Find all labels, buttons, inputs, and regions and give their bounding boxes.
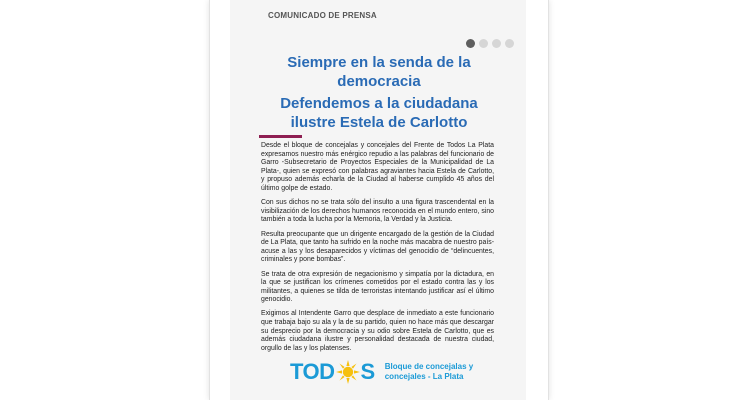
- body-paragraph: Se trata de otra expresión de negacionismo y simpatía por la dictadura, en la que se justifican los crímenes cometidos por el estado contra las y los militantes, a quienes se tilda de terroristas intentando justificar así el último genocidio.: [261, 270, 494, 304]
- todos-footer: [290, 360, 485, 384]
- body-paragraph: Resulta preocupante que un dirigente encargado de la gestión de la Ciudad de La Plata, que tanto ha sufrido en la noche más macabra de nuestro país- acuse a las y los desaparecidos y víctimas del genocidio de “delincuentes, criminales y pone bombas”.: [261, 230, 494, 264]
- body-paragraph: Desde el bloque de concejalas y concejales del Frente de Todos La Plata expresamos nuestro más enérgico repudio a las palabras del funcionario de Garro -Subsecretario de Proyectos Especiales de la Municipalidad de La Plata-, quien se expresó con palabras agraviantes hacia Estela de Carlotto, y propuso además echarla de la Ciudad al haberse cumplido 45 años del último golpe de estado.: [261, 142, 494, 192]
- press-release-label: COMUNICADO DE PRENSA: [268, 11, 377, 20]
- bloque-caption: [385, 362, 485, 382]
- carousel-dot-1[interactable]: [466, 39, 475, 48]
- carousel-dot-3[interactable]: [492, 39, 501, 48]
- headline-secondary: Defendemos a la ciudadana ilustre Estela de Carlotto: [280, 95, 478, 131]
- bloque-line-1: Bloque de concejalas y: [384, 362, 474, 371]
- body-paragraph: Exigimos al Intendente Garro que desplace de inmediato a este funcionario que trabaja bajo su ala y la de su partido, quien no hace más que descargar su desprecio por la democracia y su odio sobre Estela de Carlotto, que es además ciudadana ilustre y personalidad destacada de nuestra ciudad, orgullo de las y los platenses.: [261, 310, 494, 352]
- bloque-line-2: concejales - La Plata: [384, 372, 464, 381]
- carousel-indicators: [466, 39, 514, 48]
- press-release-body: [261, 142, 494, 359]
- accent-rule: [259, 135, 302, 138]
- sun-icon: [336, 360, 360, 384]
- body-paragraph: Con sus dichos no se trata sólo del insulto a una figura trascendental en la visibilización de los derechos humanos reconocida en el mundo entero, sino también a toda la lucha por la Memoria, la Verdad y la Justicia.: [261, 199, 494, 224]
- todos-logo: [290, 360, 375, 384]
- carousel-dot-2[interactable]: [479, 39, 488, 48]
- headline-primary: Siempre en la senda de la democracia: [287, 54, 471, 90]
- logo-text-part2: S: [360, 359, 375, 384]
- logo-text-part1: TOD: [290, 359, 335, 384]
- carousel-dot-4[interactable]: [505, 39, 514, 48]
